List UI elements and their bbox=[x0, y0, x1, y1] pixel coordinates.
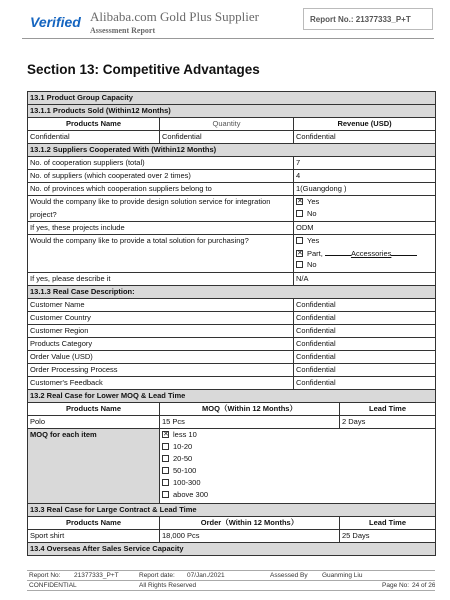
option-label: 50-100 bbox=[173, 466, 197, 475]
table-row bbox=[28, 183, 436, 196]
moq-label: MOQ for each item bbox=[28, 429, 160, 504]
row-value: 7 bbox=[294, 157, 436, 170]
row-label: Customer Country bbox=[28, 312, 294, 325]
column-header: Lead Time bbox=[340, 403, 436, 416]
table-header-row bbox=[28, 517, 436, 530]
checked-checkbox[interactable]: ✕ bbox=[297, 249, 303, 257]
section-heading: 13.1 Product Group Capacity bbox=[28, 92, 436, 105]
table-row bbox=[28, 530, 436, 543]
subsection-heading-row bbox=[28, 105, 436, 118]
option-label: 20-50 bbox=[173, 454, 193, 463]
footer-value: 07/Jan./2021 bbox=[185, 571, 268, 581]
footer-label: Assessed By bbox=[268, 571, 320, 581]
footer-value: 21377333_P+T bbox=[72, 571, 137, 581]
section-heading-row bbox=[28, 92, 436, 105]
option bbox=[162, 429, 433, 441]
section-heading-row bbox=[28, 543, 436, 556]
option-label: above 300 bbox=[173, 490, 209, 499]
section-heading: 13.3 Real Case for Large Contract & Lead Time bbox=[28, 504, 436, 517]
table-row bbox=[28, 196, 436, 222]
column-header: Order（Within 12 Months） bbox=[160, 517, 340, 530]
option bbox=[162, 477, 433, 489]
row-value: Confidential bbox=[294, 312, 436, 325]
table-row bbox=[28, 157, 436, 170]
option-yes bbox=[296, 235, 433, 247]
table-row bbox=[28, 429, 436, 504]
option-label: 100-300 bbox=[173, 478, 201, 487]
column-header: Revenue (USD) bbox=[294, 118, 436, 131]
footer-confidential: CONFIDENTIAL bbox=[27, 581, 137, 591]
row-value: 1(Guangdong ) bbox=[294, 183, 436, 196]
footer-label: Page No: bbox=[382, 582, 410, 589]
row-label: If yes, please describe it bbox=[28, 273, 294, 286]
table-cell: 25 Days bbox=[340, 530, 436, 543]
table-row bbox=[28, 377, 436, 390]
column-header: Products Name bbox=[28, 517, 160, 530]
checkbox[interactable] bbox=[162, 443, 169, 450]
column-header: Products Name bbox=[28, 403, 160, 416]
competitive-advantages-table bbox=[27, 91, 436, 556]
report-header bbox=[0, 0, 450, 44]
checked-checkbox[interactable]: ✕ bbox=[163, 430, 169, 438]
table-cell: 18,000 Pcs bbox=[160, 530, 340, 543]
column-header: Quantity bbox=[160, 118, 294, 131]
row-label: Products Category bbox=[28, 338, 294, 351]
blank-line bbox=[325, 247, 351, 256]
option-no bbox=[296, 259, 433, 271]
table-row bbox=[28, 235, 436, 273]
table-cell: Confidential bbox=[160, 131, 294, 144]
option-yes bbox=[296, 196, 433, 208]
option-label: Part, bbox=[307, 249, 325, 258]
table-cell: Sport shirt bbox=[28, 530, 160, 543]
checkbox[interactable] bbox=[162, 479, 169, 486]
accessories-value: Accessories bbox=[350, 249, 392, 258]
table-cell: 15 Pcs bbox=[160, 416, 340, 429]
row-label: Order Processing Process bbox=[28, 364, 294, 377]
row-label: No. of suppliers (which cooperated over 2 times) bbox=[28, 170, 294, 183]
checkbox[interactable] bbox=[296, 210, 303, 217]
row-value: 4 bbox=[294, 170, 436, 183]
table-row bbox=[28, 131, 436, 144]
table-row bbox=[28, 416, 436, 429]
checkbox-group bbox=[294, 196, 436, 222]
table-cell: Confidential bbox=[294, 131, 436, 144]
option-label: Yes bbox=[307, 236, 320, 245]
table-cell: Confidential bbox=[28, 131, 160, 144]
table-row bbox=[28, 338, 436, 351]
footer-row bbox=[27, 581, 435, 591]
row-label: No. of provinces which cooperation suppliers belong to bbox=[28, 183, 294, 196]
blank-line bbox=[391, 247, 417, 256]
moq-options bbox=[160, 429, 436, 504]
column-header: MOQ（Within 12 Months） bbox=[160, 403, 340, 416]
row-label: Would the company like to provide design solution service for integration project? bbox=[28, 196, 294, 222]
table-header-row bbox=[28, 118, 436, 131]
checkbox[interactable] bbox=[296, 261, 303, 268]
row-label: Customer Region bbox=[28, 325, 294, 338]
column-header: Products Name bbox=[28, 118, 160, 131]
option bbox=[162, 441, 433, 453]
footer-row bbox=[27, 571, 435, 581]
table-header-row bbox=[28, 403, 436, 416]
table-row bbox=[28, 273, 436, 286]
table-row bbox=[28, 351, 436, 364]
option-label: No bbox=[307, 209, 317, 218]
checkbox-group bbox=[294, 235, 436, 273]
row-value: Confidential bbox=[294, 338, 436, 351]
option bbox=[162, 489, 433, 501]
row-label: If yes, these projects include bbox=[28, 222, 294, 235]
checkbox[interactable] bbox=[162, 467, 169, 474]
row-value: Confidential bbox=[294, 299, 436, 312]
option-label: Yes bbox=[307, 197, 320, 206]
subsection-heading: 13.1.1 Products Sold (Within12 Months) bbox=[28, 105, 436, 118]
row-value: Confidential bbox=[294, 351, 436, 364]
header-divider bbox=[22, 38, 434, 39]
header-title: Alibaba.com Gold Plus Supplier bbox=[90, 9, 259, 24]
footer-value: Guanming Liu bbox=[320, 571, 435, 581]
row-label: Customer's Feedback bbox=[28, 377, 294, 390]
section-heading: 13.4 Overseas After Sales Service Capacity bbox=[28, 543, 436, 556]
checked-checkbox[interactable]: ✕ bbox=[297, 197, 303, 205]
row-value: Confidential bbox=[294, 364, 436, 377]
row-label: No. of cooperation suppliers (total) bbox=[28, 157, 294, 170]
subsection-heading: 13.1.3 Real Case Description: bbox=[28, 286, 436, 299]
report-number-box: Report No.: 21377333_P+T bbox=[303, 8, 433, 30]
row-label: Would the company like to provide a total solution for purchasing? bbox=[28, 235, 294, 273]
header-subtitle: Assessment Report bbox=[90, 26, 156, 35]
footer-label: Report date: bbox=[137, 571, 185, 581]
row-value: N/A bbox=[294, 273, 436, 286]
table-row bbox=[28, 312, 436, 325]
section-heading: 13.2 Real Case for Lower MOQ & Lead Time bbox=[28, 390, 436, 403]
table-row bbox=[28, 325, 436, 338]
verified-logo: Verified bbox=[30, 14, 81, 30]
option-label: No bbox=[307, 260, 317, 269]
footer-label: Report No: bbox=[27, 571, 72, 581]
section-heading-row bbox=[28, 390, 436, 403]
option-label: less 10 bbox=[173, 430, 197, 439]
row-value: Confidential bbox=[294, 377, 436, 390]
option-no bbox=[296, 208, 433, 220]
footer-page: 24 of 26 bbox=[412, 582, 435, 589]
subsection-heading: 13.1.2 Suppliers Cooperated With (Within12 Months) bbox=[28, 144, 436, 157]
table-row bbox=[28, 299, 436, 312]
checkbox[interactable] bbox=[296, 237, 303, 244]
checkbox[interactable] bbox=[162, 455, 169, 462]
option-label: 10-20 bbox=[173, 442, 193, 451]
option bbox=[162, 453, 433, 465]
row-value: ODM bbox=[294, 222, 436, 235]
option bbox=[162, 465, 433, 477]
checkbox[interactable] bbox=[162, 491, 169, 498]
section-title: Section 13: Competitive Advantages bbox=[27, 62, 260, 77]
report-footer bbox=[27, 570, 435, 591]
table-row bbox=[28, 222, 436, 235]
table-row bbox=[28, 170, 436, 183]
column-header: Lead Time bbox=[340, 517, 436, 530]
section-heading-row bbox=[28, 504, 436, 517]
table-cell: Polo bbox=[28, 416, 160, 429]
row-label: Order Value (USD) bbox=[28, 351, 294, 364]
table-row bbox=[28, 364, 436, 377]
row-value: Confidential bbox=[294, 325, 436, 338]
subsection-heading-row bbox=[28, 286, 436, 299]
subsection-heading-row bbox=[28, 144, 436, 157]
row-label: Customer Name bbox=[28, 299, 294, 312]
footer-rights: All Rights Reserved bbox=[137, 581, 380, 591]
option-part bbox=[296, 247, 433, 259]
table-cell: 2 Days bbox=[340, 416, 436, 429]
